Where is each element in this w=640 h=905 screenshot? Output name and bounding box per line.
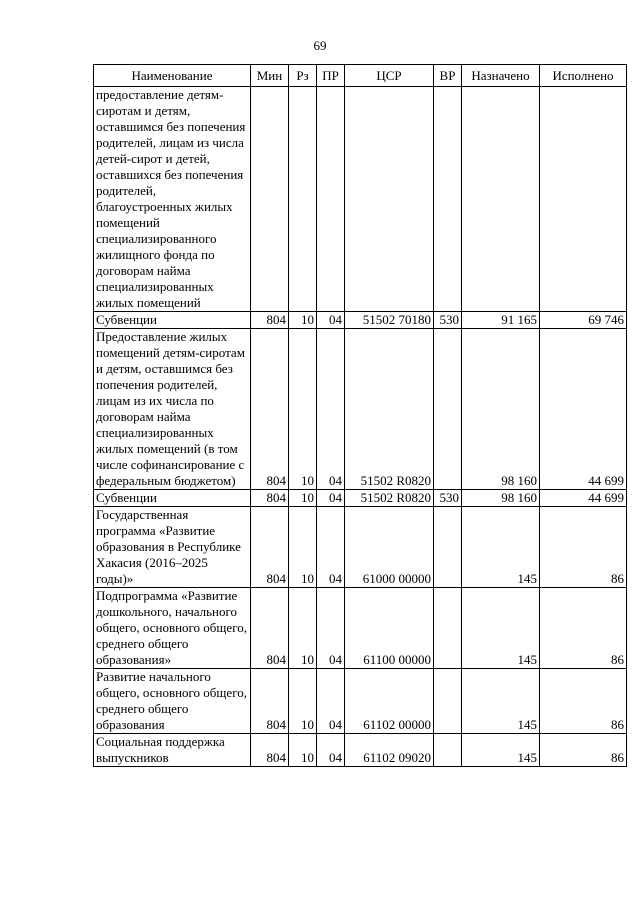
cell-min: 804 <box>251 329 289 490</box>
cell-rz: 10 <box>289 490 317 507</box>
table-row <box>94 734 627 767</box>
cell-executed: 86 <box>540 507 627 588</box>
cell-name: Государственная программа «Развитие образования в Республике Хакасия (2016–2025 годы)» <box>94 507 251 588</box>
cell-executed <box>540 87 627 312</box>
table-row <box>94 329 627 490</box>
cell-name: Субвенции <box>94 490 251 507</box>
cell-pr: 04 <box>317 312 345 329</box>
cell-executed: 69 746 <box>540 312 627 329</box>
header-assigned: Назначено <box>462 65 540 87</box>
header-pr: ПР <box>317 65 345 87</box>
cell-pr <box>317 87 345 312</box>
header-csr: ЦСР <box>345 65 434 87</box>
cell-name: Предоставление жилых помещений детям-сиротам и детям, оставшимся без попечения родителей, лицам из их числа по договорам найма специализированных жилых помещений (в том числе софинансирование с федеральным бюджетом) <box>94 329 251 490</box>
table-row <box>94 507 627 588</box>
cell-assigned: 91 165 <box>462 312 540 329</box>
cell-vr: 530 <box>434 312 462 329</box>
cell-rz: 10 <box>289 588 317 669</box>
cell-rz: 10 <box>289 669 317 734</box>
cell-assigned <box>462 87 540 312</box>
cell-pr: 04 <box>317 734 345 767</box>
cell-min: 804 <box>251 588 289 669</box>
cell-min: 804 <box>251 734 289 767</box>
cell-name: Социальная поддержка выпускников <box>94 734 251 767</box>
cell-name: Подпрограмма «Развитие дошкольного, начального общего, основного общего, среднего общего образования» <box>94 588 251 669</box>
cell-rz: 10 <box>289 507 317 588</box>
cell-pr: 04 <box>317 507 345 588</box>
cell-executed: 86 <box>540 734 627 767</box>
cell-csr: 61100 00000 <box>345 588 434 669</box>
cell-csr: 51502 R0820 <box>345 329 434 490</box>
table-row <box>94 669 627 734</box>
cell-rz <box>289 87 317 312</box>
cell-assigned: 145 <box>462 588 540 669</box>
table-row <box>94 312 627 329</box>
cell-min <box>251 87 289 312</box>
cell-min: 804 <box>251 669 289 734</box>
cell-csr: 61102 00000 <box>345 669 434 734</box>
table-row <box>94 87 627 312</box>
cell-csr: 61000 00000 <box>345 507 434 588</box>
cell-assigned: 145 <box>462 669 540 734</box>
table-row <box>94 490 627 507</box>
cell-assigned: 145 <box>462 507 540 588</box>
cell-csr: 61102 09020 <box>345 734 434 767</box>
cell-pr: 04 <box>317 669 345 734</box>
budget-table <box>93 64 627 767</box>
table-row <box>94 588 627 669</box>
cell-pr: 04 <box>317 329 345 490</box>
cell-assigned: 145 <box>462 734 540 767</box>
header-executed: Исполнено <box>540 65 627 87</box>
cell-rz: 10 <box>289 312 317 329</box>
cell-csr: 51502 R0820 <box>345 490 434 507</box>
cell-csr: 51502 70180 <box>345 312 434 329</box>
cell-vr <box>434 507 462 588</box>
cell-vr <box>434 329 462 490</box>
cell-executed: 44 699 <box>540 490 627 507</box>
cell-executed: 44 699 <box>540 329 627 490</box>
page-number: 69 <box>313 38 327 53</box>
header-vr: ВР <box>434 65 462 87</box>
cell-name: предоставление детям-сиротам и детям, оставшимся без попечения родителей, лицам из числа детей-сирот и детей, оставшихся без попечения родителей, благоустроенных жилых помещений специализированного жилищного фонда по договорам найма специализированных жилых помещений <box>94 87 251 312</box>
header-name: Наименование <box>94 65 251 87</box>
cell-min: 804 <box>251 312 289 329</box>
cell-executed: 86 <box>540 588 627 669</box>
cell-vr <box>434 588 462 669</box>
cell-rz: 10 <box>289 329 317 490</box>
cell-vr <box>434 669 462 734</box>
cell-min: 804 <box>251 490 289 507</box>
cell-name: Субвенции <box>94 312 251 329</box>
cell-min: 804 <box>251 507 289 588</box>
header-rz: Рз <box>289 65 317 87</box>
cell-vr <box>434 734 462 767</box>
cell-executed: 86 <box>540 669 627 734</box>
cell-vr: 530 <box>434 490 462 507</box>
cell-vr <box>434 87 462 312</box>
cell-pr: 04 <box>317 588 345 669</box>
header-min: Мин <box>251 65 289 87</box>
cell-pr: 04 <box>317 490 345 507</box>
cell-name: Развитие начального общего, основного общего, среднего общего образования <box>94 669 251 734</box>
cell-csr <box>345 87 434 312</box>
cell-rz: 10 <box>289 734 317 767</box>
cell-assigned: 98 160 <box>462 490 540 507</box>
cell-assigned: 98 160 <box>462 329 540 490</box>
table-header-row <box>94 65 627 87</box>
